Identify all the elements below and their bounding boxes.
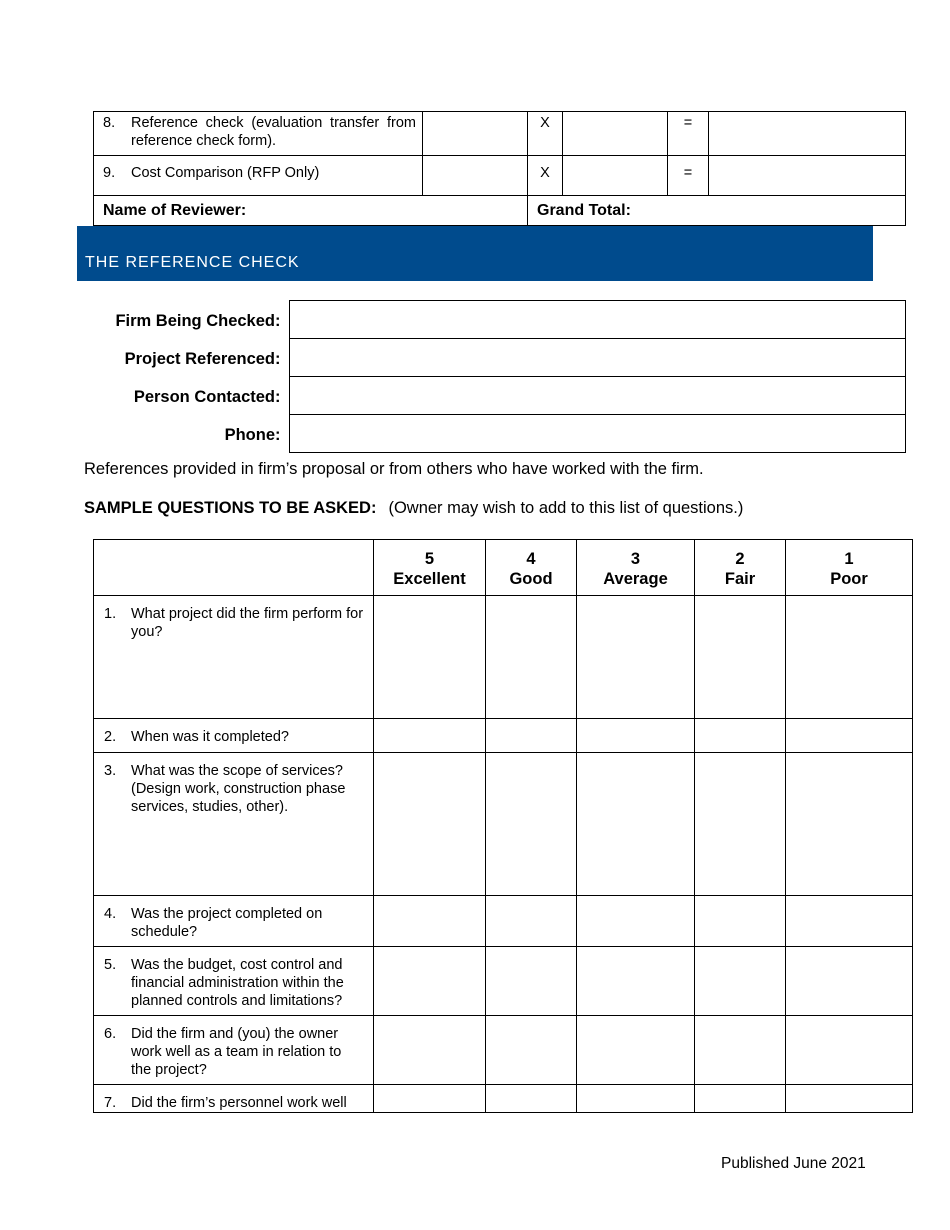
equals-symbol: =: [668, 156, 709, 196]
rating-cell[interactable]: [577, 719, 695, 753]
rating-cell[interactable]: [786, 753, 913, 896]
rating-cell[interactable]: [374, 596, 486, 719]
total-cell[interactable]: [709, 112, 906, 156]
rating-cell[interactable]: [486, 1016, 577, 1085]
question-text: Was the project completed on schedule?: [131, 906, 323, 940]
rating-cell[interactable]: [577, 1016, 695, 1085]
firm-label: Firm Being Checked:: [115, 312, 281, 330]
rating-cell[interactable]: [695, 596, 786, 719]
rating-cell[interactable]: [486, 947, 577, 1016]
rating-cell[interactable]: [577, 753, 695, 896]
rating-cell[interactable]: [374, 753, 486, 896]
sample-questions-title: SAMPLE QUESTIONS TO BE ASKED:: [84, 499, 377, 517]
question-row: 7. Did the firm’s personnel work well: [94, 1085, 913, 1113]
item-number: 8.: [103, 115, 116, 131]
rating-cell[interactable]: [577, 1085, 695, 1113]
person-field[interactable]: [289, 377, 905, 415]
section-banner: [77, 226, 873, 281]
rating-cell[interactable]: [577, 947, 695, 1016]
question-text: What was the scope of services? (Design work, construction phase services, studies, other).: [131, 763, 346, 815]
question-text: What project did the firm perform for you?: [131, 606, 364, 640]
weight-cell[interactable]: [423, 112, 528, 156]
rating-cell[interactable]: [695, 753, 786, 896]
score-row-8: [94, 112, 906, 156]
rating-cell[interactable]: [695, 896, 786, 947]
project-field[interactable]: [289, 339, 905, 377]
rating-cell[interactable]: [695, 1085, 786, 1113]
rating-cell[interactable]: [695, 947, 786, 1016]
question-row: 6. Did the firm and (you) the owner work well as a team in relation to the project?: [94, 1016, 913, 1085]
score-cell[interactable]: [563, 156, 668, 196]
phone-field[interactable]: [289, 415, 905, 453]
rating-header-5: 5 Excellent: [374, 540, 486, 596]
rating-cell[interactable]: [374, 719, 486, 753]
question-row: 3. What was the scope of services? (Design work, construction phase services, studies, other).: [94, 753, 913, 896]
rating-cell[interactable]: [577, 596, 695, 719]
rating-cell[interactable]: [786, 947, 913, 1016]
weight-cell[interactable]: [423, 156, 528, 196]
question-row: 1. What project did the firm perform for you?: [94, 596, 913, 719]
question-header: [94, 540, 374, 596]
project-label: Project Referenced:: [124, 350, 281, 368]
total-cell[interactable]: [709, 156, 906, 196]
rating-cell[interactable]: [374, 947, 486, 1016]
rating-header-2: 2 Fair: [695, 540, 786, 596]
sample-questions-heading: [84, 499, 743, 518]
question-text: When was it completed?: [131, 729, 289, 745]
item-number: 9.: [103, 165, 116, 181]
times-symbol: X: [528, 156, 563, 196]
grand-total-field[interactable]: [528, 196, 906, 226]
equals-symbol: =: [668, 112, 709, 156]
item-text: Reference check (evaluation transfer from reference check form).: [131, 115, 416, 149]
rating-header-1: 1 Poor: [786, 540, 913, 596]
rating-header-row: [94, 540, 913, 596]
rating-cell[interactable]: [695, 719, 786, 753]
question-text: Was the budget, cost control and financial administration within the planned controls and limitations?: [131, 957, 344, 1009]
question-row: 5. Was the budget, cost control and financial administration within the planned controls and limitations?: [94, 947, 913, 1016]
question-text: Did the firm and (you) the owner work well as a team in relation to the project?: [131, 1026, 342, 1078]
rating-cell[interactable]: [374, 1085, 486, 1113]
person-label: Person Contacted:: [133, 388, 281, 406]
rating-cell[interactable]: [486, 896, 577, 947]
intro-text: References provided in firm’s proposal or from others who have worked with the firm.: [84, 460, 704, 478]
sample-questions-note: (Owner may wish to add to this list of questions.): [388, 499, 744, 517]
rating-cell[interactable]: [486, 1085, 577, 1113]
times-symbol: X: [528, 112, 563, 156]
rating-cell[interactable]: [486, 596, 577, 719]
grand-total-label: Grand Total:: [537, 201, 631, 219]
rating-header-4: 4 Good: [486, 540, 577, 596]
reference-info-table: [93, 300, 906, 453]
reviewer-label: Name of Reviewer:: [103, 201, 247, 219]
rating-cell[interactable]: [786, 896, 913, 947]
question-row: 4. Was the project completed on schedule?: [94, 896, 913, 947]
question-row: 2. When was it completed?: [94, 719, 913, 753]
rating-cell[interactable]: [695, 1016, 786, 1085]
questions-table: [93, 539, 913, 1113]
rating-cell[interactable]: [786, 1085, 913, 1113]
question-text: Did the firm’s personnel work well: [131, 1095, 347, 1111]
score-cell[interactable]: [563, 112, 668, 156]
person-row: [93, 377, 905, 415]
section-title: THE REFERENCE CHECK: [85, 254, 300, 271]
rating-cell[interactable]: [486, 719, 577, 753]
item-text: Cost Comparison (RFP Only): [131, 165, 320, 181]
published-date: Published June 2021: [721, 1155, 866, 1172]
reviewer-row: [94, 196, 906, 226]
rating-cell[interactable]: [374, 1016, 486, 1085]
score-row-9: [94, 156, 906, 196]
rating-cell[interactable]: [486, 753, 577, 896]
rating-cell[interactable]: [786, 1016, 913, 1085]
rating-header-3: 3 Average: [577, 540, 695, 596]
rating-cell[interactable]: [374, 896, 486, 947]
phone-row: [93, 415, 905, 453]
project-row: [93, 339, 905, 377]
firm-field[interactable]: [289, 301, 905, 339]
reviewer-name-field[interactable]: [94, 196, 528, 226]
rating-cell[interactable]: [786, 719, 913, 753]
rating-cell[interactable]: [577, 896, 695, 947]
phone-label: Phone:: [224, 426, 281, 444]
firm-row: [93, 301, 905, 339]
score-table: [93, 111, 906, 226]
rating-cell[interactable]: [786, 596, 913, 719]
